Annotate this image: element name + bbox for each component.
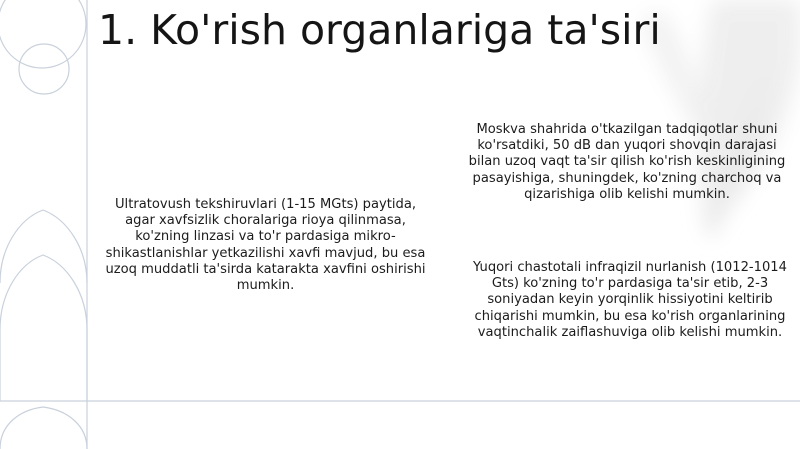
deco-arc-upper <box>0 210 87 283</box>
paragraph-noise-study: Moskva shahrida o'tkazilgan tadqiqotlar shuni ko'rsatdiki, 50 dB dan yuqori shovqin darajasi bilan uzoq vaqt ta'sir qilish ko'rish keskinligining pasayishiga, shuningdek, ko'zning charchoq va qizarishiga olib kelishi mumkin. <box>468 122 786 202</box>
deco-circle-large <box>0 0 86 68</box>
paragraph-infrared: Yuqori chastotali infraqizil nurlanish (1012-1014 Gts) ko'zning to'r pardasiga ta'sir etib, 2-3 soniyadan keyin yorqinlik hissiyotini keltirib chiqarishi mumkin, bu esa ko'rish organlarining vaqtinchalik zaiflashuviga olib kelishi mumkin. <box>473 260 787 340</box>
deco-circle-small <box>19 44 69 94</box>
deco-arc-lower <box>0 255 87 401</box>
leaf-watermark-icon <box>640 0 800 240</box>
deco-arc-bottom <box>0 407 87 449</box>
paragraph-ultrasound: Ultratovush tekshiruvlari (1-15 MGts) paytida, agar xavfsizlik choralariga rioya qilinmasa, ko'zning linzasi va to'r pardasiga mikro-shikastlanishlar yetkazilishi xavfi mavjud, bu esa uzoq muddatli ta'sirda katarakta xavfini oshirishi mumkin. <box>105 197 426 294</box>
slide-title: 1. Ko'rish organlariga ta'siri <box>98 6 661 54</box>
